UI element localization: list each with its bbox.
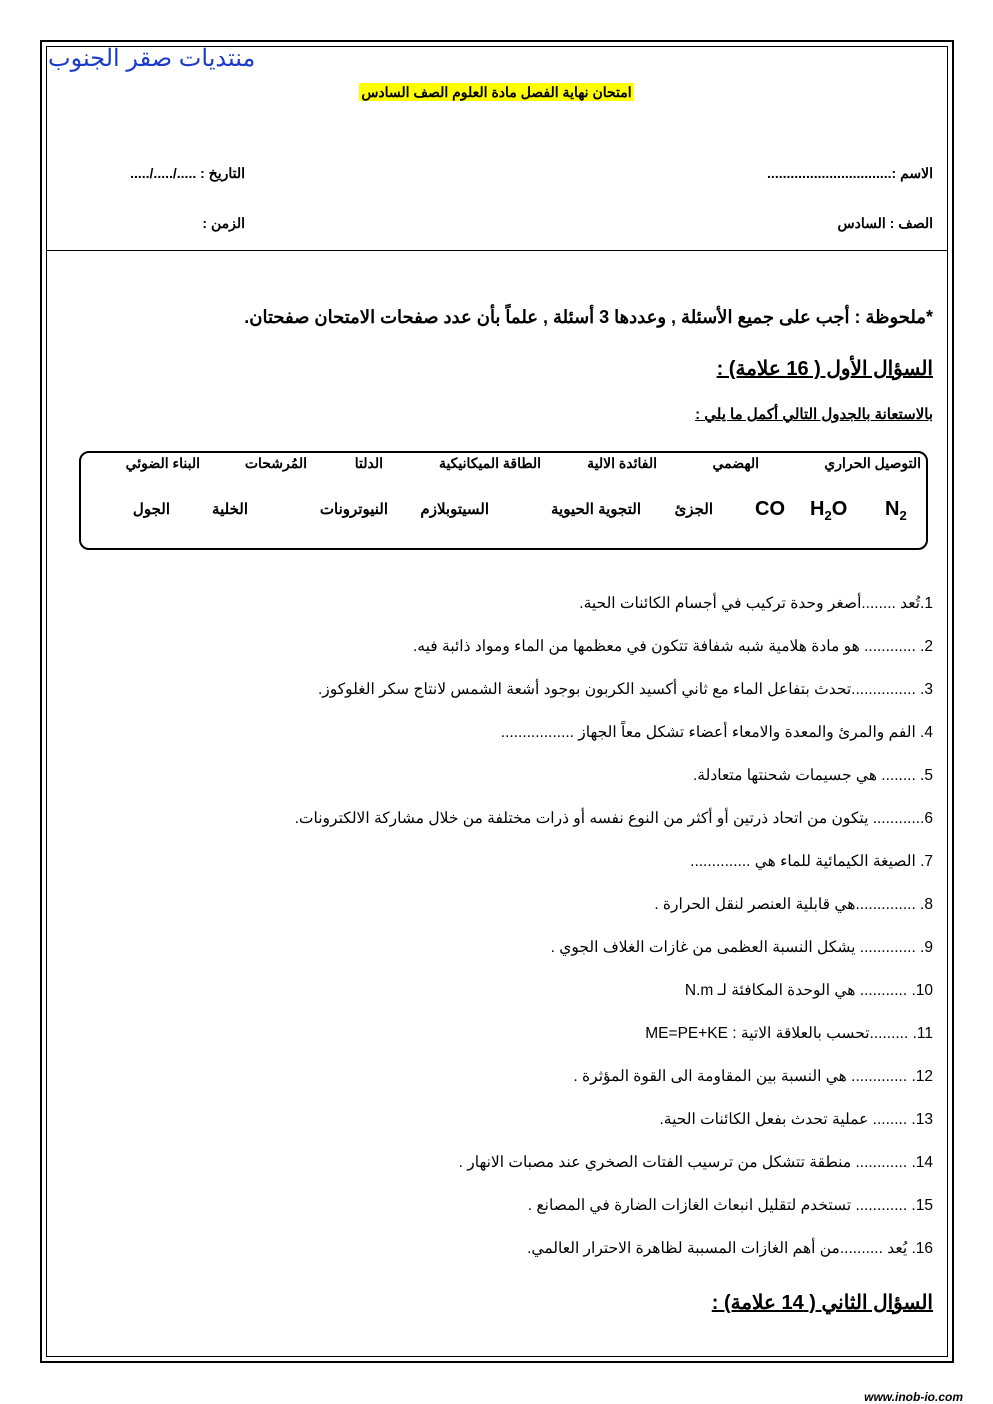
date-field: التاريخ : ...../...../..... [130, 165, 245, 181]
header-divider [46, 250, 948, 251]
word-bank-item: التجوية الحيوية [551, 501, 641, 518]
word-bank-item: الجزئ [674, 501, 713, 518]
word-bank-item: الجول [132, 501, 170, 518]
question-item: 12. ............. هي النسبة بين المقاومة الى القوة المؤثرة . [573, 1068, 933, 1085]
question-item: 6............ يتكون من اتحاد ذرتين أو أكثر من النوع نفسه أو ذرات مختلفة من خلال مشاركة الالكترونات. [294, 810, 933, 827]
word-bank-item: السيتوبلازم [420, 501, 489, 518]
question-1-heading: السؤال الأول ( 16 علامة) : [716, 358, 933, 380]
question-item: 15. ............ تستخدم لتقليل انبعاث الغازات الضارة في المصانع . [527, 1197, 933, 1214]
question-item: 2. ............ هو مادة هلامية شبه شفافة تتكون في معظمها من الماء ومواد ذائبة فيه. [413, 638, 933, 655]
question-item: 7. الصيغة الكيمائية للماء هي .............. [690, 853, 933, 870]
word-bank-item: الخلية [212, 501, 248, 518]
forum-watermark: منتديات صقر الجنوب [48, 45, 256, 72]
chem-term-h2o: $H_2O$ [810, 498, 848, 523]
word-bank-item: المُرشحات [244, 455, 307, 471]
question-item: 3. ...............تحدث بتفاعل الماء مع ثاني أكسيد الكربون بوجود أشعة الشمس لانتاج سكر الغلوكوز. [317, 681, 933, 698]
word-bank-item: الطاقة الميكانيكية [438, 455, 541, 471]
question-item: 14. ............ منطقة تتشكل من ترسيب الفتات الصخري عند مصبات الانهار . [458, 1154, 933, 1171]
chem-term-n2: $N_2$ [885, 498, 907, 523]
exam-title: امتحان نهاية الفصل مادة العلوم الصف السادس [361, 84, 632, 100]
word-bank-item: الفائدة الالية [587, 455, 657, 471]
footer-url: www.inob-io.com [864, 1390, 963, 1404]
name-field: الاسم :................................ [767, 165, 933, 181]
word-bank-item: النيوترونات [319, 501, 388, 518]
question-2-heading: السؤال الثاني ( 14 علامة) : [711, 1292, 933, 1314]
question-1-instruction: بالاستعانة بالجدول التالي أكمل ما يلي : [695, 406, 933, 423]
question-item: 8. ..............هي قابلية العنصر لنقل الحرارة . [654, 896, 933, 913]
word-bank-item: الدلتا [354, 455, 383, 471]
question-item: 13. ........ عملية تحدث بفعل الكائنات الحية. [659, 1111, 933, 1128]
word-bank-item: التوصيل الحراري [824, 455, 921, 471]
question-item: 5. ........ هي جسيمات شحنتها متعادلة. [692, 767, 933, 784]
question-item: 16. يُعد ..........من أهم الغازات المسببة لظاهرة الاحترار العالمي. [527, 1240, 933, 1257]
grade-field: الصف : السادس [837, 215, 933, 231]
question-item: 1.تُعد ........أصغر وحدة تركيب في أجسام الكائنات الحية. [579, 595, 933, 612]
question-item: 10. ........... هي الوحدة المكافئة لـ N.m [684, 982, 933, 999]
question-item: 4. الفم والمرئ والمعدة والامعاء أعضاء تشكل معاً الجهاز ................. [500, 724, 933, 741]
word-bank-item: البناء الضوئي [125, 455, 200, 471]
exam-note: *ملحوظة : أجب على جميع الأسئلة , وعددها 3 أسئلة , علماً بأن عدد صفحات الامتحان صفحتان. [244, 307, 933, 327]
question-item: 9. ............. يشكل النسبة العظمى من غازات الغلاف الجوي . [550, 939, 933, 956]
chem-term-co: CO [755, 498, 785, 520]
word-bank-item: الهضمي [712, 455, 759, 471]
question-item: 11. .........تحسب بالعلاقة الاتية : ME=PE+KE [645, 1025, 933, 1042]
time-field: الزمن : [202, 215, 245, 231]
